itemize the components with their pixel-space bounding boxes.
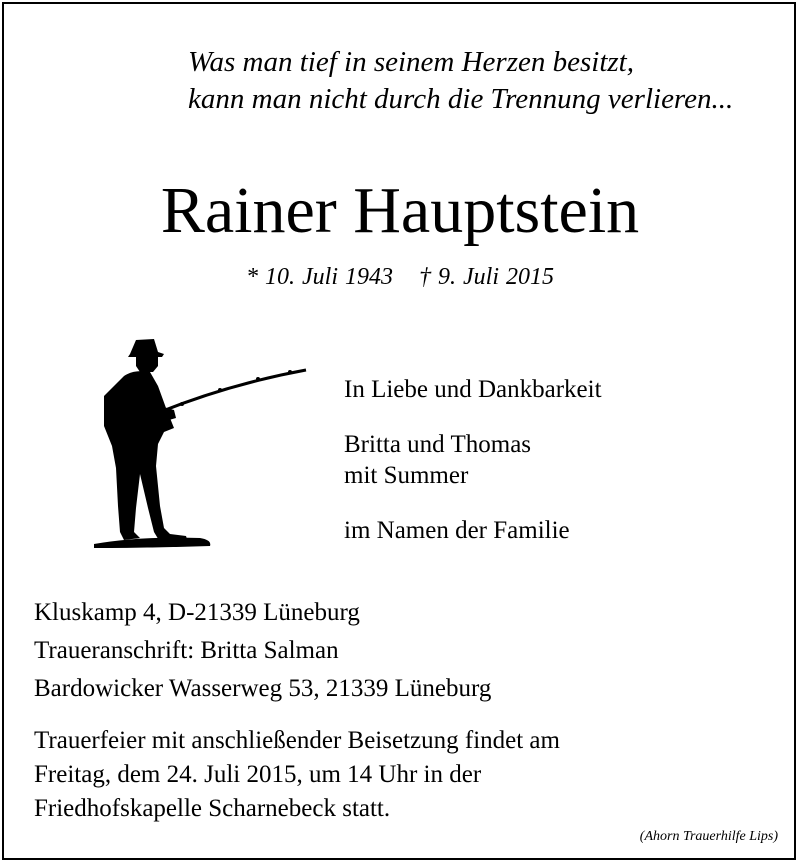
quote-line-1: Was man tief in seinem Herzen besitzt, xyxy=(188,46,634,78)
address-line-1: Kluskamp 4, D-21339 Lüneburg xyxy=(34,599,360,626)
ceremony-line-2: Freitag, dem 24. Juli 2015, um 14 Uhr in der xyxy=(34,761,482,788)
family-line: im Namen der Familie xyxy=(344,517,570,544)
mourner-names: Britta und Thomas xyxy=(344,431,532,458)
life-dates xyxy=(0,262,800,292)
ceremony-line-1: Trauerfeier mit anschließender Beisetzung findet am xyxy=(34,727,560,754)
death-date: † 9. Juli 2015 xyxy=(419,264,554,290)
mourner-names-2: mit Summer xyxy=(344,462,469,489)
address-line-2: Traueranschrift: Britta Salman xyxy=(34,637,339,664)
quote-line-2: kann man nicht durch die Trennung verlieren... xyxy=(188,83,734,115)
birth-date: * 10. Juli 1943 xyxy=(246,264,393,290)
mourners-block xyxy=(344,374,784,546)
address-line-3: Bardowicker Wasserweg 53, 21339 Lüneburg xyxy=(34,675,492,702)
ceremony-notice xyxy=(34,724,774,826)
memorial-quote xyxy=(188,44,788,118)
address-block xyxy=(34,594,774,708)
funeral-home-credit: (Ahorn Trauerhilfe Lips) xyxy=(639,829,778,844)
fisherman-silhouette-icon xyxy=(90,336,312,550)
ceremony-line-3: Friedhofskapelle Scharnebeck statt. xyxy=(34,795,391,822)
deceased-name: Rainer Hauptstein xyxy=(160,174,640,247)
dedication-text: In Liebe und Dankbarkeit xyxy=(344,376,602,403)
